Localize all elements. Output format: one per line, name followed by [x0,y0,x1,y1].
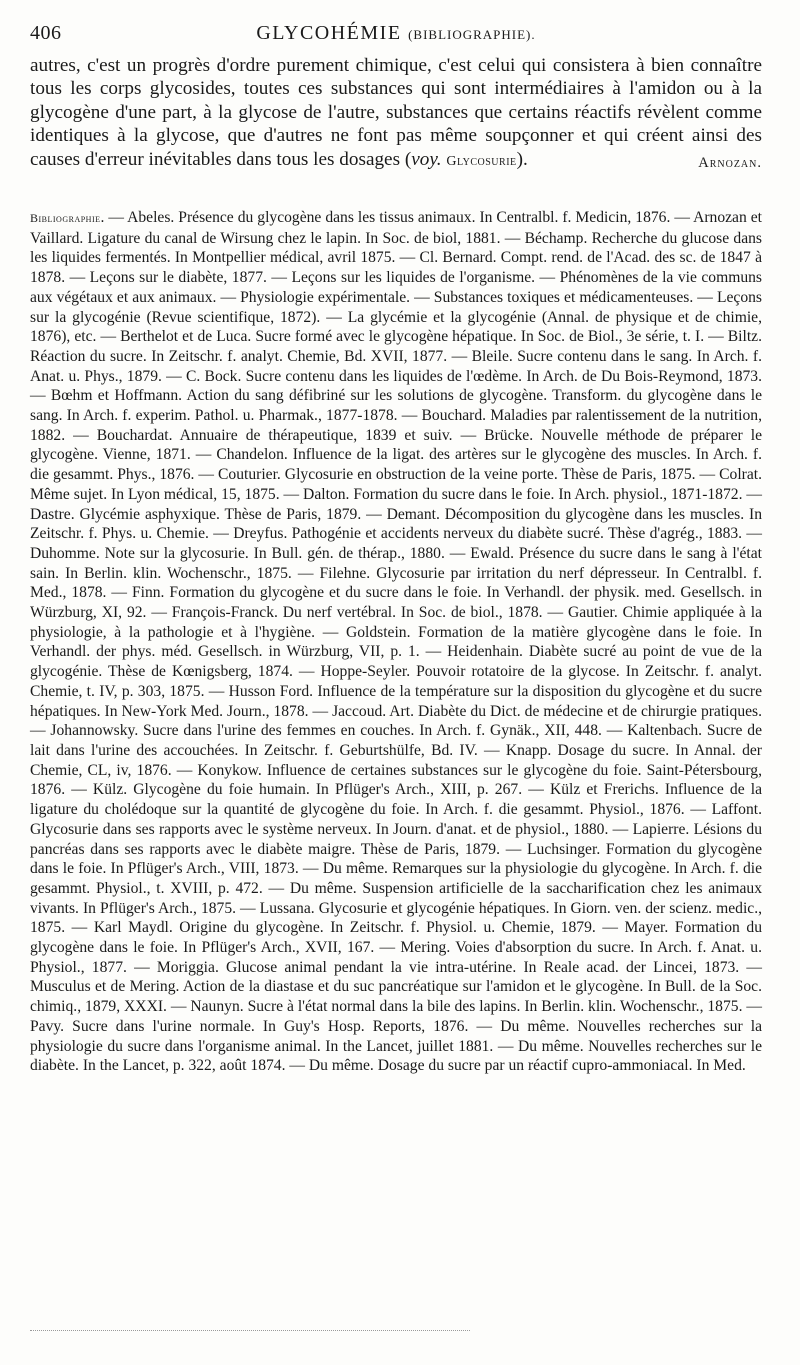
author-signature: Arnozan. [698,154,762,171]
bibliography-section [30,208,762,1076]
running-title-main: GLYCOHÉMIE [256,22,402,44]
bibliography-heading: Bibliographie [30,211,101,225]
intro-voy: voy. [411,148,442,170]
page-header [30,22,762,52]
intro-cross-reference: Glycosurie [446,153,517,169]
page-number: 406 [30,22,62,44]
running-title-subtitle: (BIBLIOGRAPHIE). [408,27,536,42]
intro-text: autres, c'est un progrès d'ordre purement chimique, c'est celui qui consistera à bien connaître tous les corps glycosides, toutes ces substances qui sont intermédiaires à l'amidon ou à la glycogène d'une part, à la glycose de l'autre, substances que certains réactifs révèlent comme identiques à la glycose, que d'autres ne font pas même soupçonner et qui créent ainsi des causes d'erreur inévitables dans tous les dosages ( [30,55,762,170]
running-title [30,22,762,45]
intro-close: ). [516,148,528,170]
intro-paragraph [30,54,762,175]
bibliography-text: . — Abeles. Présence du glycogène dans les tissus animaux. In Centralbl. f. Medicin, 1876. — Arnozan et Vaillard. Ligature du canal de Wirsung chez le lapin. In Soc. de biol, 1881. — Béchamp. Recherche du glucose dans les liquides fermentés. In Montpellier médical, avril 1875. — Cl. Bernard. Compt. rend. de l'Acad. des sc. de 1847 à 1878. — Leçons sur le diabète, 1877. — Leçons sur les liquides de l'organisme. — Phénomènes de la vie communs aux végétaux et aux animaux. — Physiologie expérimentale. — Substances toxiques et médicamenteuses. — Leçons sur la glycogénie (Revue scientifique, 1872). — La glycémie et la glycogénie (Annal. de physique et de chimie, 1876), etc. — Berthelot et de Luca. Sucre formé avec le glycogène hépatique. In Soc. de Biol., 3e série, t. I. — Biltz. Réaction du sucre. In Zeitschr. f. analyt. Chemie, Bd. XVII, 1877. — Bleile. Sucre contenu dans le sang. In Arch. f. Anat. u. Phys., 1879. — C. Bock. Sucre contenu dans les liquides de l'œdème. In Arch. de Du Bois-Reymond, 1873. — Bœhm et Hoffmann. Action du sang défibriné sur les solutions de glycogène. Transform. du glycogène dans le sang. In Arch. f. experim. Pathol. u. Pharmak., 1877-1878. — Bouchard. Maladies par ralentissement de la nutrition, 1882. — Bouchardat. Annuaire de thérapeutique, 1839 et suiv. — Brücke. Nouvelle méthode de préparer le glycogène. Vienne, 1871. — Chandelon. Influence de la ligat. des artères sur le glycogène des muscles. In Arch. f. die gesammt. Phys., 1876. — Couturier. Glycosurie en obstruction de la veine porte. Thèse de Paris, 1875. — Colrat. Même sujet. In Lyon médical, 15, 1875. — Dalton. Formation du sucre dans le foie. In Arch. physiol., 1871-1872. — Dastre. Glycémie asphyxique. Thèse de Paris, 1879. — Demant. Décomposition du glycogène dans les muscles. In Zeitschr. f. Phys. u. Chemie. — Dreyfus. Pathogénie et accidents nerveux du diabète sucré. Thèse d'agrég., 1883. — Duhomme. Note sur la glycosurie. In Bull. gén. de thérap., 1880. — Ewald. Présence du sucre dans le sang à l'état sain. In Berlin. klin. Wochenschr., 1875. — Filehne. Glycosurie par irritation du nerf dépresseur. In Centralbl. f. Med., 1878. — Finn. Formation du glycogène et du sucre dans le foie. In Verhandl. der physik. med. Gesellsch. in Würzburg, XI, 92. — François-Franck. Du nerf vertébral. In Soc. de biol., 1878. — Gautier. Chimie appliquée à la physiologie, à la pathologie et à l'hygiène. — Goldstein. Formation de la matière glycogène dans le foie. In Verhandl. der phys. méd. Gesellsch. in Würzburg, VII, p. 1. — Heidenhain. Diabète sucré au point de vue de la glycogénie. Thèse de Kœnigsberg, 1874. — Hoppe-Seyler. Pouvoir rotatoire de la glycose. In Zeitschr. f. analyt. Chemie, t. IV, p. 303, 1875. — Husson Ford. Influence de la température sur la disposition du glycogène et du sucre hépatiques. In New-York Med. Journ., 1878. — Jaccoud. Art. Diabète du Dict. de médecine et de chirurgie pratiques. — Johannowsky. Sucre dans l'urine des femmes en couches. In Arch. f. Gynäk., XII, 448. — Kaltenbach. Sucre de lait dans l'urine des accouchées. In Zeitschr. f. Geburtshülfe, Bd. IV. — Knapp. Dosage du sucre. In Annal. der Chemie, CL, iv, 1876. — Konykow. Influence de certaines substances sur le glycogène du foie. Saint-Pétersbourg, 1876. — Külz. Glycogène du foie humain. In Pflüger's Arch., XIII, p. 267. — Külz et Frerichs. Influence de la ligature du cholédoque sur la quantité de glycogène du foie. In Arch. f. die gesammt. Physiol., 1876. — Laffont. Glycosurie dans ses rapports avec le système nerveux. In Journ. d'anat. et de physiol., 1880. — Lapierre. Lésions du pancréas dans ses rapports avec le diabète maigre. Thèse de Paris, 1879. — Luchsinger. Formation du glycogène dans le foie. In Pflüger's Arch., VIII, 1873. — Du même. Remarques sur la physiologie du glycogène. In Arch. f. die gesammt. Physiol., t. XVIII, p. 472. — Du même. Suspension artificielle de la saccharification chez les animaux vivants. In Pflüger's Arch., 1875. — Lussana. Glycosurie et glycogénie hépatiques. In Giorn. ven. der scienz. medic., 1875. — Karl Maydl. Origine du glycogène. In Zeitschr. f. Physiol. u. Chemie, 1879. — Mayer. Formation du glycogène dans le foie. In Pflüger's Arch., XVII, 167. — Mering. Voies d'absorption du sucre. In Arch. f. Anat. u. Physiol., 1877. — Moriggia. Glucose animal pendant la vie intra-utérine. In Reale acad. der Lincei, 1873. — Musculus et de Mering. Action de la diastase et du suc pancréatique sur l'amidon et le glycogène. In Bull. de la Soc. chimiq., 1879, XXXI. — Naunyn. Sucre à l'état normal dans la bile des lapins. In Berlin. klin. Wochenschr., 1875. — Pavy. Sucre dans l'urine normale. In Guy's Hosp. Reports, 1876. — Du même. Nouvelles recherches sur la physiologie du sucre dans l'organisme animal. In the Lancet, juillet 1881. — Du même. Nouvelles recherches sur le diabète. In the Lancet, p. 322, août 1874. — Du même. Dosage du sucre par un réactif cupro-ammoniacal. In Med. [30,209,762,1075]
footer-rule [30,1330,470,1331]
bibliography-paragraph [30,208,762,1076]
